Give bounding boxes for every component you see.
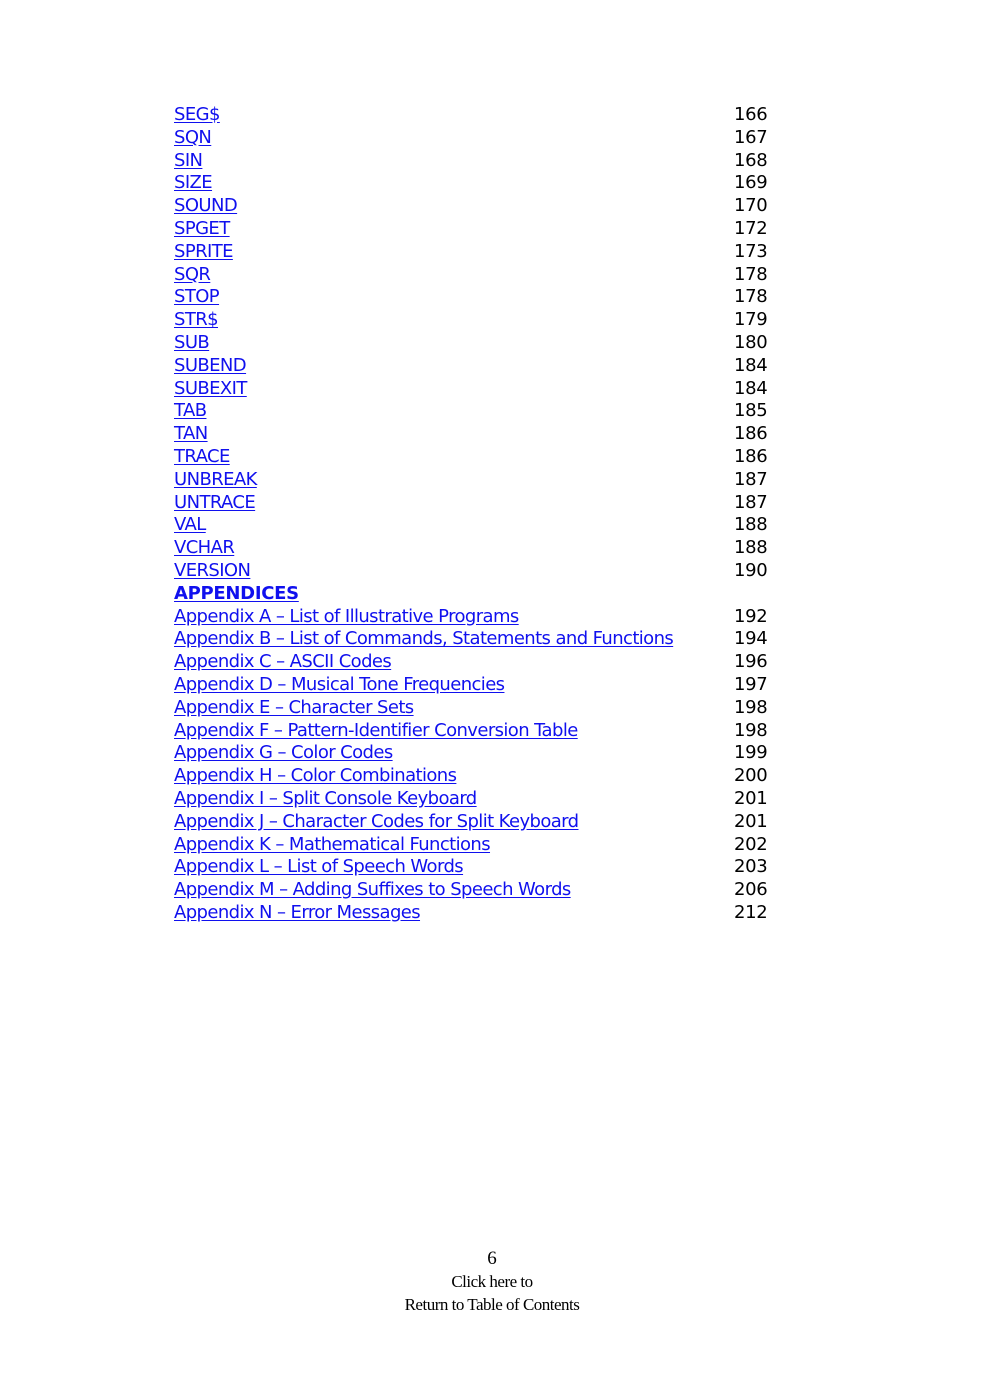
toc-entry-link[interactable]: VCHAR xyxy=(174,537,235,559)
toc-entry-link[interactable]: Appendix E – Character Sets xyxy=(174,696,414,718)
toc-entry-link[interactable]: SIN xyxy=(174,149,203,171)
toc-entry-link[interactable]: VAL xyxy=(174,514,206,536)
toc-entry-link[interactable]: SQR xyxy=(174,263,211,285)
toc-entry-page-number: 201 xyxy=(734,787,768,809)
toc-entry xyxy=(174,902,774,925)
toc-entry-page-number: 212 xyxy=(734,901,768,923)
toc-entry xyxy=(174,127,774,150)
toc-entry xyxy=(174,834,774,857)
page-number: 6 xyxy=(487,1248,497,1269)
toc-entry-link[interactable]: Appendix G – Color Codes xyxy=(174,742,393,764)
toc-entry-link[interactable]: Appendix B – List of Commands, Statements and Functions xyxy=(174,628,674,650)
toc-entry-link[interactable]: SIZE xyxy=(174,172,213,194)
toc-entry xyxy=(174,788,774,811)
return-link-line-1: Click here to xyxy=(451,1272,533,1291)
toc-section-heading xyxy=(174,583,774,606)
toc-entry-link[interactable]: SQN xyxy=(174,126,212,148)
toc-entry-page-number: 180 xyxy=(734,331,768,353)
toc-entry-page-number: 199 xyxy=(734,742,768,764)
toc-entry-link[interactable]: Appendix L – List of Speech Words xyxy=(174,856,464,878)
toc-entry-link[interactable]: Appendix N – Error Messages xyxy=(174,901,421,923)
toc-entry-page-number: 200 xyxy=(734,765,768,787)
toc-entry-page-number: 192 xyxy=(734,605,768,627)
toc-entry xyxy=(174,355,774,378)
toc-entry-page-number: 184 xyxy=(734,377,768,399)
toc-entry-link[interactable]: TAN xyxy=(174,423,208,445)
toc-entry xyxy=(174,400,774,423)
toc-entry xyxy=(174,879,774,902)
toc-entry-link[interactable]: SPRITE xyxy=(174,240,233,262)
toc-entry-link[interactable]: UNTRACE xyxy=(174,491,256,513)
toc-entry-page-number: 169 xyxy=(734,172,768,194)
toc-entry xyxy=(174,492,774,515)
appendices-heading-link[interactable]: APPENDICES xyxy=(174,582,299,604)
toc-entry xyxy=(174,423,774,446)
toc-entry-link[interactable]: SUB xyxy=(174,331,210,353)
toc-entry xyxy=(174,606,774,629)
toc-entry-link[interactable]: Appendix C – ASCII Codes xyxy=(174,651,392,673)
toc-entry xyxy=(174,765,774,788)
toc-entry-page-number: 184 xyxy=(734,354,768,376)
toc-entry-link[interactable]: Appendix M – Adding Suffixes to Speech Words xyxy=(174,879,571,901)
toc-entry xyxy=(174,309,774,332)
toc-entry-page-number: 190 xyxy=(734,559,768,581)
toc-entry-link[interactable]: Appendix K – Mathematical Functions xyxy=(174,833,491,855)
toc-entry xyxy=(174,218,774,241)
toc-entry-page-number: 186 xyxy=(734,445,768,467)
toc-entry xyxy=(174,856,774,879)
toc-entry-page-number: 201 xyxy=(734,810,768,832)
toc-entry xyxy=(174,446,774,469)
toc-entry xyxy=(174,241,774,264)
toc-entry xyxy=(174,332,774,355)
page-footer xyxy=(0,1248,984,1316)
toc-entry-page-number: 188 xyxy=(734,514,768,536)
toc-entry xyxy=(174,560,774,583)
toc-entry-link[interactable]: UNBREAK xyxy=(174,468,257,490)
return-link-line-2: Return to Table of Contents xyxy=(404,1295,580,1314)
toc-entry-link[interactable]: VERSION xyxy=(174,559,251,581)
toc-entry xyxy=(174,811,774,834)
toc-entry-page-number: 172 xyxy=(734,217,768,239)
toc-entry xyxy=(174,172,774,195)
toc-entry-page-number: 203 xyxy=(734,856,768,878)
toc-entry-page-number: 185 xyxy=(734,400,768,422)
toc-entry xyxy=(174,628,774,651)
toc-entry-link[interactable]: SOUND xyxy=(174,195,238,217)
toc-entry-page-number: 186 xyxy=(734,423,768,445)
toc-entry-link[interactable]: TRACE xyxy=(174,445,230,467)
toc-entry-page-number: 197 xyxy=(734,673,768,695)
toc-entry-link[interactable]: Appendix A – List of Illustrative Programs xyxy=(174,605,519,627)
toc-entry-link[interactable]: SEG$ xyxy=(174,104,220,125)
toc-entry-page-number: 166 xyxy=(734,104,768,125)
toc-entry xyxy=(174,286,774,309)
toc-entry-link[interactable]: Appendix H – Color Combinations xyxy=(174,765,457,787)
toc-entry-page-number: 179 xyxy=(734,309,768,331)
toc-entry-page-number: 167 xyxy=(734,126,768,148)
toc-entry-link[interactable]: STOP xyxy=(174,286,220,308)
toc-entry-page-number: 202 xyxy=(734,833,768,855)
toc-entry xyxy=(174,195,774,218)
toc-entry-page-number: 198 xyxy=(734,696,768,718)
toc-entry xyxy=(174,104,774,127)
toc-entry xyxy=(174,697,774,720)
toc-entry xyxy=(174,378,774,401)
toc-entry-page-number: 178 xyxy=(734,263,768,285)
table-of-contents xyxy=(174,104,774,925)
toc-entry xyxy=(174,264,774,287)
toc-entry-page-number: 178 xyxy=(734,286,768,308)
toc-entry-page-number: 168 xyxy=(734,149,768,171)
toc-entry-page-number: 198 xyxy=(734,719,768,741)
toc-entry-page-number: 170 xyxy=(734,195,768,217)
toc-entry-link[interactable]: TAB xyxy=(174,400,207,422)
toc-entry-page-number: 196 xyxy=(734,651,768,673)
toc-entry-link[interactable]: Appendix F – Pattern-Identifier Conversion Table xyxy=(174,719,578,741)
toc-entry-link[interactable]: Appendix I – Split Console Keyboard xyxy=(174,787,477,809)
toc-entry-link[interactable]: SUBEND xyxy=(174,354,247,376)
toc-entry-page-number: 173 xyxy=(734,240,768,262)
toc-entry xyxy=(174,651,774,674)
toc-entry xyxy=(174,742,774,765)
toc-entry xyxy=(174,674,774,697)
toc-entry-page-number: 187 xyxy=(734,491,768,513)
toc-entry-link[interactable]: Appendix D – Musical Tone Frequencies xyxy=(174,673,505,695)
toc-entry xyxy=(174,514,774,537)
toc-entry-link[interactable]: Appendix J – Character Codes for Split Keyboard xyxy=(174,810,579,832)
toc-entry-link[interactable]: SUBEXIT xyxy=(174,377,247,399)
toc-entry-page-number: 187 xyxy=(734,468,768,490)
toc-entry-link[interactable]: SPGET xyxy=(174,217,230,239)
toc-entry xyxy=(174,469,774,492)
return-to-toc-link[interactable] xyxy=(0,1270,984,1316)
toc-entry-link[interactable]: STR$ xyxy=(174,309,218,331)
toc-entry xyxy=(174,537,774,560)
toc-entry xyxy=(174,720,774,743)
toc-entry xyxy=(174,150,774,173)
toc-entry-page-number: 206 xyxy=(734,879,768,901)
toc-entry-page-number: 188 xyxy=(734,537,768,559)
toc-entry-page-number: 194 xyxy=(734,628,768,650)
